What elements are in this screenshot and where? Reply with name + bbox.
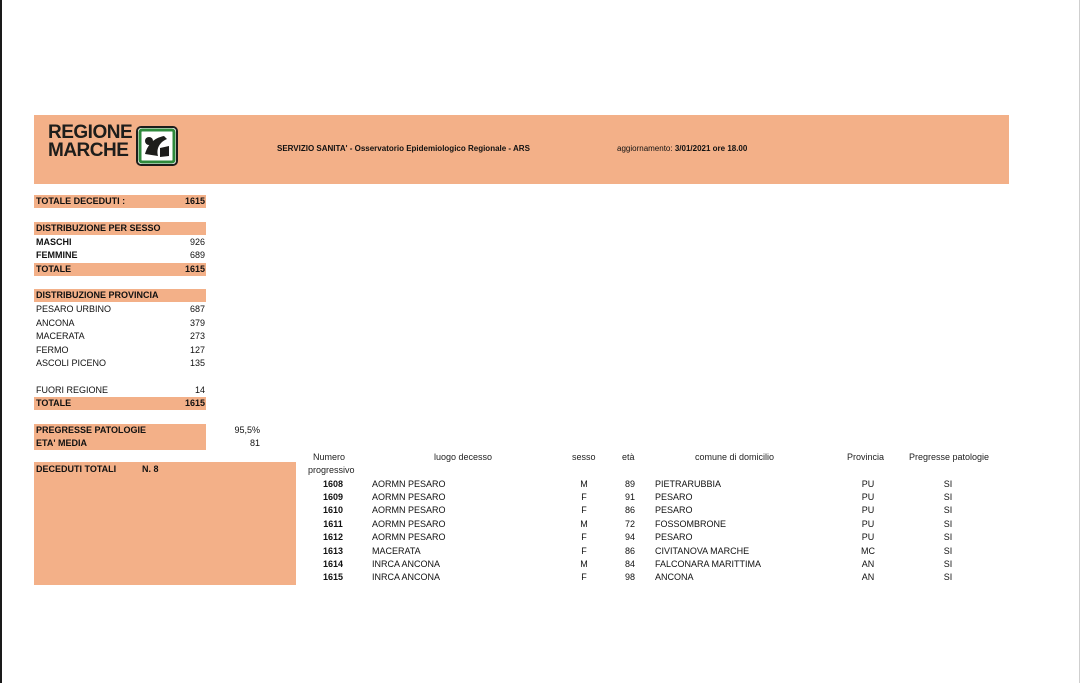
update-label: aggiornamento: [617,144,673,153]
cell-numero: 1609 [322,492,344,502]
cell-numero: 1612 [322,532,344,542]
sesso-total-label: TOTALE [36,264,72,274]
cell-provincia: PU [861,492,875,502]
cell-sesso: F [581,546,587,556]
cell-sesso: F [581,572,587,582]
cell-patologie: SI [943,492,953,502]
cell-sesso: F [581,532,587,542]
cell-eta: 72 [624,519,635,529]
cell-eta: 98 [624,572,635,582]
col-header-comune: comune di domicilio [695,452,775,462]
provincia-title: DISTRIBUZIONE PROVINCIA [36,290,159,300]
cell-sesso: F [581,492,587,502]
provincia-row-label: MACERATA [36,331,85,341]
provincia-row-value: 127 [189,345,205,355]
deceduti-totali-panel [34,462,296,585]
cell-comune: PESARO [655,532,693,542]
provincia-row-value: 135 [189,358,205,368]
cell-patologie: SI [943,479,953,489]
cell-luogo: AORMN PESARO [372,479,446,489]
update-value: 3/01/2021 ore 18.00 [674,144,748,153]
cell-numero: 1611 [323,519,343,529]
cell-comune: PESARO [655,492,693,502]
provincia-total-label: TOTALE [36,398,72,408]
deceduti-totali-label: DECEDUTI TOTALI [36,464,117,474]
col-header-patologie: Pregresse patologie [909,452,990,462]
cell-eta: 86 [624,546,635,556]
provincia-row-value: 379 [189,318,205,328]
cell-sesso: M [580,479,588,489]
col-header-provincia: Provincia [847,452,885,462]
col-header-luogo: luogo decesso [434,452,493,462]
cell-luogo: AORMN PESARO [372,505,446,515]
cell-luogo: AORMN PESARO [372,492,446,502]
cell-numero: 1613 [322,546,344,556]
regione-marche-logo [48,124,180,168]
deceduti-totali-n: N. 8 [142,464,159,474]
service-title: SERVIZIO SANITA' - Osservatorio Epidemiologico Regionale - ARS [277,144,530,153]
sesso-total-value: 1615 [184,264,205,274]
cell-luogo: MACERATA [372,546,421,556]
cell-sesso: M [580,519,588,529]
cell-comune: FALCONARA MARITTIMA [655,559,762,569]
cell-patologie: SI [943,519,953,529]
provincia-row-label: ANCONA [36,318,75,328]
pregresse-value: 95,5% [234,425,260,435]
logo-text [48,124,132,160]
cell-sesso: F [581,505,587,515]
cell-patologie: SI [943,505,953,515]
cell-numero: 1610 [322,505,344,515]
cell-patologie: SI [943,532,953,542]
cell-patologie: SI [943,546,953,556]
cell-eta: 89 [624,479,635,489]
cell-comune: PIETRARUBBIA [655,479,722,489]
cell-provincia: AN [861,572,875,582]
update-info [617,144,747,153]
cell-provincia: PU [861,479,875,489]
cell-comune: CIVITANOVA MARCHE [655,546,750,556]
cell-patologie: SI [943,559,953,569]
cell-comune: ANCONA [655,572,694,582]
cell-comune: FOSSOMBRONE [655,519,727,529]
totale-deceduti-value: 1615 [184,196,205,206]
cell-numero: 1614 [322,559,344,569]
cell-luogo: AORMN PESARO [372,519,446,529]
cell-luogo: AORMN PESARO [372,532,446,542]
cell-numero: 1608 [322,479,344,489]
header-band [34,115,1009,184]
col-header-numero: Numero [313,452,346,462]
fuori-regione-value: 14 [194,385,205,395]
provincia-total-value: 1615 [184,398,205,408]
sesso-row-label: MASCHI [36,237,72,247]
eta-media-label: ETA' MEDIA [36,438,87,448]
provincia-row-label: FERMO [36,345,69,355]
cell-eta: 86 [624,505,635,515]
cell-patologie: SI [943,572,953,582]
col-header-progressivo: progressivo [308,465,355,475]
regione-emblem-icon [136,126,178,166]
cell-provincia: PU [861,532,875,542]
cell-luogo: INRCA ANCONA [372,572,441,582]
logo-line-1: REGIONE [48,122,133,143]
page-border [0,0,2,683]
eta-media-value: 81 [249,438,260,448]
sesso-row-label: FEMMINE [36,250,78,260]
cell-luogo: INRCA ANCONA [372,559,441,569]
cell-numero: 1615 [322,572,344,582]
col-header-eta: età [622,452,635,462]
logo-line-2: MARCHE [48,140,129,161]
col-header-sesso: sesso [572,452,596,462]
cell-eta: 94 [624,532,635,542]
sesso-row-value: 689 [189,250,205,260]
cell-provincia: MC [861,546,875,556]
provincia-row-value: 687 [189,304,205,314]
cell-eta: 91 [624,492,635,502]
cell-comune: PESARO [655,505,693,515]
cell-provincia: PU [861,505,875,515]
cell-eta: 84 [624,559,635,569]
totale-deceduti-label: TOTALE DECEDUTI : [36,196,126,206]
provincia-row-label: PESARO URBINO [36,304,112,314]
cell-sesso: M [580,559,588,569]
cell-provincia: PU [861,519,875,529]
sesso-title: DISTRIBUZIONE PER SESSO [36,223,161,233]
fuori-regione-label: FUORI REGIONE [36,385,109,395]
pregresse-label: PREGRESSE PATOLOGIE [36,425,147,435]
provincia-row-value: 273 [189,331,205,341]
provincia-row-label: ASCOLI PICENO [36,358,107,368]
cell-provincia: AN [861,559,875,569]
sesso-row-value: 926 [189,237,205,247]
